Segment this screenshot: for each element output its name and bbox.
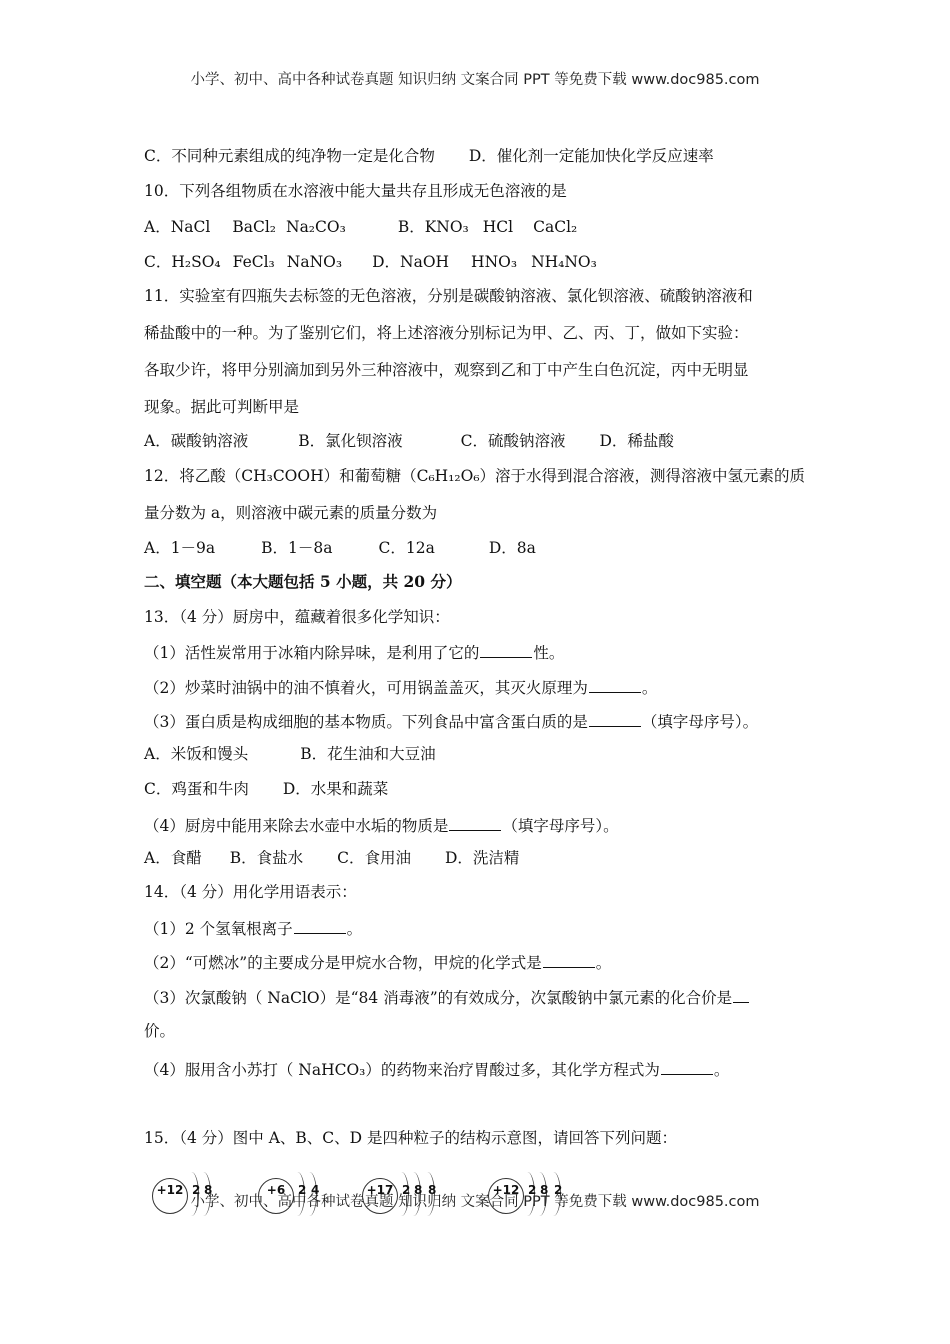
option: B．1－8a <box>261 539 333 557</box>
shell-electrons: 2 <box>528 1183 537 1197</box>
option: D．水果和蔬菜 <box>282 780 389 798</box>
q13-part3 <box>144 710 814 732</box>
option-label: A． <box>144 218 171 236</box>
shell-electrons: 8 <box>540 1183 549 1197</box>
formula: NaNO₃ <box>286 253 343 271</box>
q12-options <box>144 538 814 558</box>
formula: NH₄NO₃ <box>531 253 597 271</box>
q14-part2 <box>144 951 814 973</box>
answer-blank[interactable] <box>733 986 749 1003</box>
option: A．1－9a <box>144 539 216 557</box>
q11-line: 稀盐酸中的一种。为了鉴别它们，将上述溶液分别标记为甲、乙、丙、丁，做如下实验： <box>144 324 749 342</box>
q10-stem: 10．下列各组物质在水溶液中能大量共存且形成无色溶液的是 <box>144 182 567 200</box>
nucleus: +12 <box>152 1178 188 1214</box>
question-text: 。 <box>595 954 612 972</box>
formula: Na₂CO₃ <box>286 218 346 236</box>
nucleus: +6 <box>258 1178 294 1214</box>
q10-options-cd <box>144 252 814 272</box>
q13-part4 <box>144 814 814 836</box>
question-text: （3）次氯酸钠（ NaClO）是“84 消毒液”的有效成分，次氯酸钠中氯元素的化合价是 <box>144 989 733 1007</box>
page-header: 小学、初中、高中各种试卷真题 知识归纳 文案合同 PPT 等免费下载 www.doc985.com <box>190 72 760 88</box>
q12-line: 量分数为 a，则溶液中碳元素的质量分数为 <box>144 504 438 522</box>
page-footer: 小学、初中、高中各种试卷真题 知识归纳 文案合同 PPT 等免费下载 www.doc985.com <box>190 1194 760 1210</box>
formula: NaOH <box>400 253 450 271</box>
question-text: （2）“可燃冰”的主要成分是甲烷水合物，甲烷的化学式是 <box>144 954 542 972</box>
q13-part3-options <box>144 779 814 799</box>
nucleus: +17 <box>362 1178 398 1214</box>
section-title: 二、填空题（本大题包括 5 小题，共 20 分） <box>144 572 462 591</box>
answer-blank[interactable] <box>543 951 595 968</box>
shell-electrons: 2 <box>298 1183 307 1197</box>
q14-part3-cont: 价。 <box>144 1022 176 1040</box>
question-text: （填字母序号）。 <box>641 713 759 731</box>
question-text: （填字母序号）。 <box>502 817 619 835</box>
formula: KNO₃ <box>424 218 469 236</box>
formula: NaCl <box>170 218 211 236</box>
option: C．鸡蛋和牛肉 <box>144 780 249 798</box>
option: A．食醋 <box>144 849 202 867</box>
option: C．食用油 <box>337 849 411 867</box>
answer-blank[interactable] <box>589 676 641 693</box>
option-label: D． <box>372 253 401 271</box>
shell-electrons: 8 <box>428 1183 437 1197</box>
answer-blank[interactable] <box>589 710 641 727</box>
shell-electrons: 4 <box>311 1183 320 1197</box>
q11-line: 11．实验室有四瓶失去标签的无色溶液，分别是碳酸钠溶液、氯化钡溶液、硫酸钠溶液和 <box>144 287 753 305</box>
formula: FeCl₃ <box>232 253 275 271</box>
question-text: 。 <box>346 920 363 938</box>
answer-blank[interactable] <box>294 917 346 934</box>
question-text: （1）活性炭常用于冰箱内除异味，是利用了它的 <box>144 644 480 662</box>
option-label: B． <box>397 218 425 236</box>
question-text: 。 <box>641 679 658 697</box>
question-text: （4）厨房中能用来除去水壶中水垢的物质是 <box>144 817 449 835</box>
q9-options <box>144 146 814 166</box>
question-text: （3）蛋白质是构成细胞的基本物质。下列食品中富含蛋白质的是 <box>144 713 588 731</box>
question-text: （1）2 个氢氧根离子 <box>144 920 293 938</box>
shell-electrons: 8 <box>204 1183 213 1197</box>
formula: HCl <box>482 218 514 236</box>
q11-line: 现象。据此可判断甲是 <box>144 398 300 416</box>
question-text: （4）服用含小苏打（ NaHCO₃）的药物来治疗胃酸过多，其化学方程式为 <box>144 1061 660 1079</box>
option: B．食盐水 <box>229 849 304 867</box>
q13-part2 <box>144 676 814 698</box>
q13-stem: 13．（4 分）厨房中，蕴藏着很多化学知识： <box>144 608 450 626</box>
option: B．花生油和大豆油 <box>300 745 436 763</box>
option: A．碳酸钠溶液 <box>144 432 249 450</box>
q14-part3 <box>144 986 814 1008</box>
option: D．稀盐酸 <box>599 432 674 450</box>
question-text: 。 <box>713 1061 730 1079</box>
q11-line: 各取少许，将甲分别滴加到另外三种溶液中，观察到乙和丁中产生白色沉淀，丙中无明显 <box>144 361 749 379</box>
formula: H₂SO₄ <box>171 253 221 271</box>
option: D．8a <box>488 539 536 557</box>
formula: HNO₃ <box>471 253 518 271</box>
question-text: 性。 <box>533 644 565 662</box>
formula: BaCl₂ <box>232 218 276 236</box>
q13-part3-options <box>144 744 814 764</box>
q14-stem: 14．（4 分）用化学用语表示： <box>144 883 357 901</box>
shell-electrons: 8 <box>414 1183 423 1197</box>
option: C．12a <box>378 539 435 557</box>
nucleus: +12 <box>488 1178 524 1214</box>
shell-electrons: 2 <box>192 1183 201 1197</box>
shell-electrons: 2 <box>402 1183 411 1197</box>
option: C．硫酸钠溶液 <box>460 432 566 450</box>
question-text: （2）炒菜时油锅中的油不慎着火，可用锅盖盖灭，其灭火原理为 <box>144 679 588 697</box>
formula: CaCl₂ <box>533 218 578 236</box>
q11-options <box>144 431 814 451</box>
q9-option-c: C．不同种元素组成的纯净物一定是化合物 <box>144 147 435 165</box>
q14-part1 <box>144 917 814 939</box>
q10-options-ab <box>144 217 814 237</box>
shell-electrons: 2 <box>554 1183 563 1197</box>
q12-line: 12．将乙酸（CH₃COOH）和葡萄糖（C₆H₁₂O₆）溶于水得到混合溶液，测得溶液中氢元素的质 <box>144 467 806 485</box>
q9-option-d: D．催化剂一定能加快化学反应速率 <box>468 147 714 165</box>
q15-stem: 15．（4 分）图中 A、B、C、D 是四种粒子的结构示意图，请回答下列问题： <box>144 1129 677 1147</box>
option-label: C． <box>144 253 172 271</box>
answer-blank[interactable] <box>661 1058 713 1075</box>
option: B．氯化钡溶液 <box>298 432 403 450</box>
q13-part1 <box>144 641 814 663</box>
option: D．洗洁精 <box>444 849 520 867</box>
answer-blank[interactable] <box>449 814 501 831</box>
q14-part4 <box>144 1058 814 1080</box>
q13-part4-options <box>144 848 814 868</box>
option: A．米饭和馒头 <box>144 745 249 763</box>
answer-blank[interactable] <box>480 641 532 658</box>
